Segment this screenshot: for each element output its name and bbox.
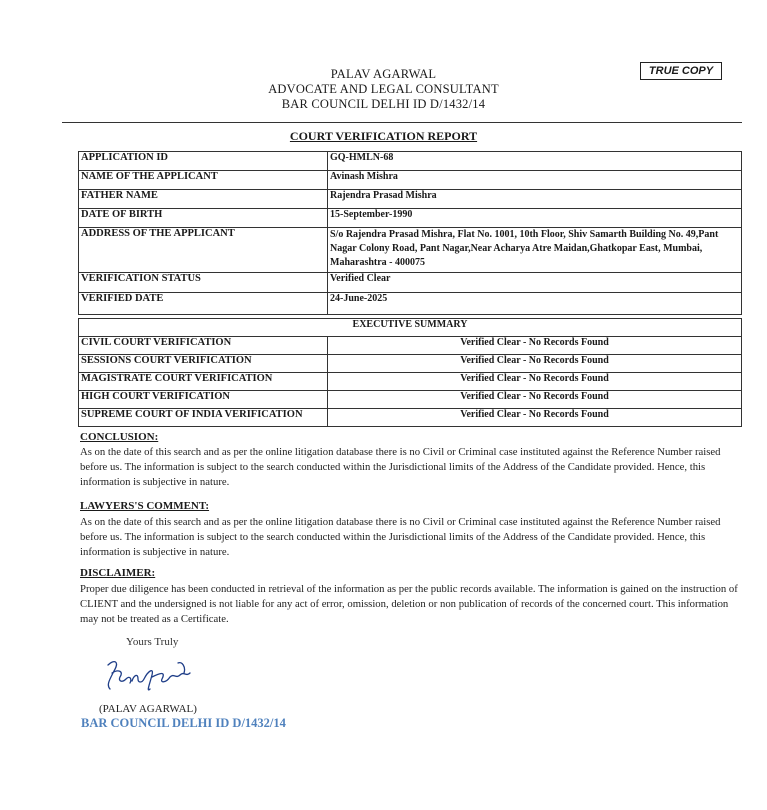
table-row bbox=[79, 355, 742, 373]
summary-label: CIVIL COURT VERIFICATION bbox=[79, 337, 328, 355]
advocate-name: PALAV AGARWAL bbox=[330, 67, 437, 81]
detail-value: GQ-HMLN-68 bbox=[328, 152, 742, 171]
report-title: COURT VERIFICATION REPORT bbox=[289, 129, 478, 143]
detail-label: VERIFIED DATE bbox=[79, 293, 328, 315]
advocate-role: ADVOCATE AND LEGAL CONSULTANT bbox=[268, 82, 499, 96]
comment-title: LAWYERS'S COMMENT: bbox=[80, 500, 210, 512]
summary-value: Verified Clear - No Records Found bbox=[328, 337, 742, 355]
summary-value: Verified Clear - No Records Found bbox=[328, 391, 742, 409]
table-row bbox=[79, 409, 742, 427]
summary-label: SESSIONS COURT VERIFICATION bbox=[79, 355, 328, 373]
detail-label: ADDRESS OF THE APPLICANT bbox=[79, 228, 328, 273]
detail-value: Rajendra Prasad Mishra bbox=[328, 190, 742, 209]
detail-value: S/o Rajendra Prasad Mishra, Flat No. 1001, 10th Floor, Shiv Samarth Building No. 49,Pant Nagar Colony Road, Pant Nagar,Near Acharya Atre Maidan,Ghatkopar East, Mumbai, Maharashtra - 400075 bbox=[328, 228, 742, 273]
summary-label: SUPREME COURT OF INDIA VERIFICATION bbox=[79, 409, 328, 427]
disclaimer-text: Proper due diligence has been conducted in retrieval of the information as per the public records available. The information is gained on the instruction of CLIENT and the undersigned is not liable for any act of error, omission, deletion or non publication of records of the concerned court. This information may not be treated as a Certificate. bbox=[80, 583, 738, 625]
conclusion-title: CONCLUSION: bbox=[80, 431, 159, 443]
detail-value: 15-September-1990 bbox=[328, 209, 742, 228]
table-row bbox=[79, 373, 742, 391]
detail-value: 24-June-2025 bbox=[328, 293, 742, 315]
summary-value: Verified Clear - No Records Found bbox=[328, 409, 742, 427]
detail-label: NAME OF THE APPLICANT bbox=[79, 171, 328, 190]
conclusion-text: As on the date of this search and as per the online litigation database there is no Civil or Criminal case instituted against the Reference Number raised before us. The information is subject to the search conducted within the Jurisdictional limits of the Address of the Candidate provided. Hence, this information is subjective in nature. bbox=[80, 446, 721, 488]
signature-image bbox=[100, 655, 210, 699]
table-row bbox=[79, 228, 742, 273]
detail-label: FATHER NAME bbox=[79, 190, 328, 209]
header-bar-id: BAR COUNCIL DELHI ID D/1432/14 bbox=[281, 97, 486, 111]
table-row bbox=[79, 391, 742, 409]
summary-label: HIGH COURT VERIFICATION bbox=[79, 391, 328, 409]
detail-label: APPLICATION ID bbox=[79, 152, 328, 171]
disclaimer-title: DISCLAIMER: bbox=[80, 567, 156, 579]
detail-label: DATE OF BIRTH bbox=[79, 209, 328, 228]
table-row bbox=[79, 293, 742, 315]
table-row bbox=[79, 152, 742, 171]
applicant-details-table bbox=[78, 151, 742, 315]
summary-value: Verified Clear - No Records Found bbox=[328, 373, 742, 391]
printed-name: (PALAV AGARWAL) bbox=[99, 703, 197, 715]
true-copy-stamp: TRUE COPY bbox=[640, 62, 722, 80]
summary-heading: EXECUTIVE SUMMARY bbox=[79, 319, 742, 337]
header-divider bbox=[62, 122, 742, 123]
detail-value: Verified Clear bbox=[328, 273, 742, 293]
table-row bbox=[79, 171, 742, 190]
table-row bbox=[79, 337, 742, 355]
table-row bbox=[79, 319, 742, 337]
table-row bbox=[79, 190, 742, 209]
detail-label: VERIFICATION STATUS bbox=[79, 273, 328, 293]
executive-summary-table bbox=[78, 318, 742, 427]
comment-text: As on the date of this search and as per the online litigation database there is no Civil or Criminal case instituted against the Reference Number raised before us. The information is subject to the search conducted within the Jurisdictional limits of the Address of the Candidate provided. Hence, this information is subjective in nature. bbox=[80, 516, 721, 558]
detail-value: Avinash Mishra bbox=[328, 171, 742, 190]
table-row bbox=[79, 273, 742, 293]
summary-value: Verified Clear - No Records Found bbox=[328, 355, 742, 373]
table-row bbox=[79, 209, 742, 228]
closing-text: Yours Truly bbox=[126, 636, 179, 648]
summary-label: MAGISTRATE COURT VERIFICATION bbox=[79, 373, 328, 391]
signoff-bar-id: BAR COUNCIL DELHI ID D/1432/14 bbox=[81, 716, 286, 730]
